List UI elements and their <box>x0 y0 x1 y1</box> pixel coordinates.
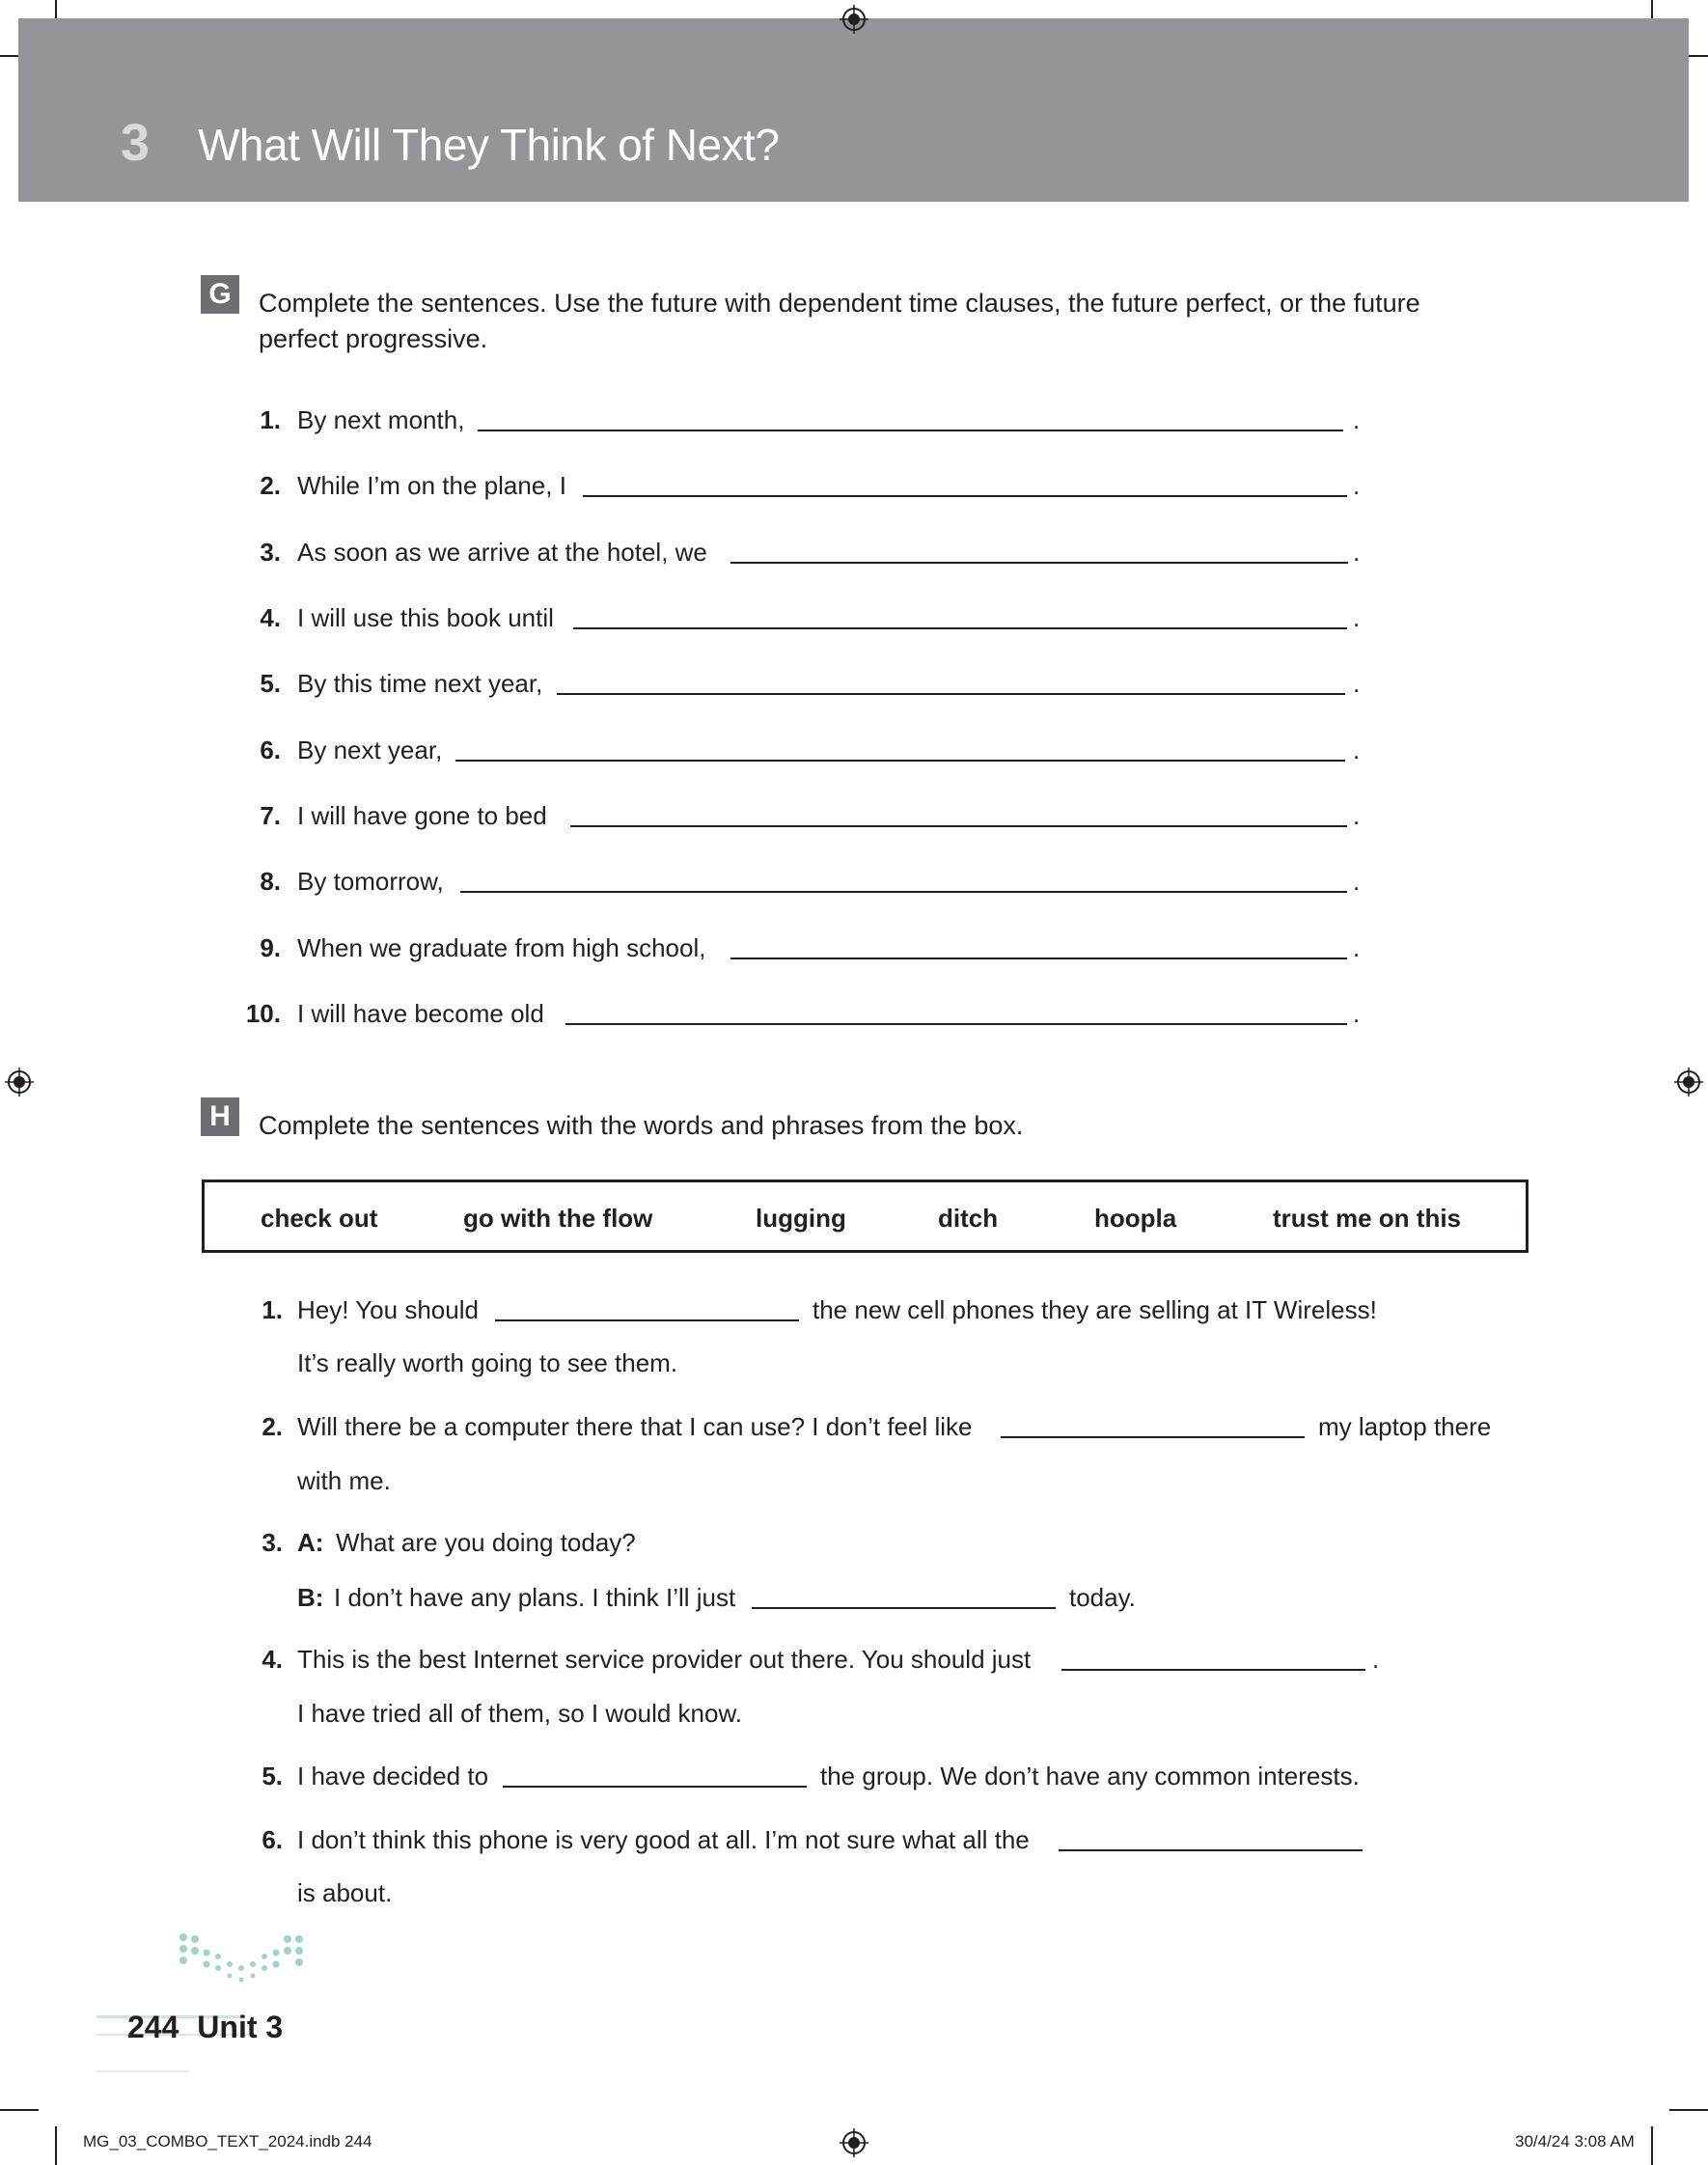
registration-mark-icon <box>1674 1068 1703 1096</box>
item-number: 5. <box>260 669 281 698</box>
item-end: . <box>1353 669 1361 698</box>
answer-blank[interactable] <box>478 430 1343 431</box>
file-slug: MG_03_COMBO_TEXT_2024.indb 244 <box>83 2132 372 2151</box>
item-number: 2. <box>260 471 281 500</box>
section-g-letter: G <box>201 275 239 314</box>
item-prompt: While I’m on the plane, I <box>297 471 566 500</box>
item-number: 1. <box>260 405 281 434</box>
registration-mark-icon <box>5 1068 34 1096</box>
answer-blank[interactable] <box>583 495 1347 497</box>
exercise-item <box>232 598 1370 637</box>
item-end: . <box>1353 867 1361 896</box>
item-end: . <box>1353 736 1361 764</box>
item-prompt: As soon as we arrive at the hotel, we <box>297 538 707 567</box>
item-text-before: I have decided to <box>297 1762 489 1790</box>
date-slug: 30/4/24 3:08 AM <box>1515 2132 1635 2151</box>
item-text-continued: is about. <box>297 1878 393 1907</box>
item-text-before: Hey! You should <box>297 1295 479 1324</box>
answer-blank[interactable] <box>495 1319 799 1321</box>
speaker-b-text-after: today. <box>1069 1583 1136 1612</box>
answer-blank[interactable] <box>730 958 1347 959</box>
answer-blank[interactable] <box>455 760 1345 762</box>
item-prompt: By tomorrow, <box>297 867 444 896</box>
item-prompt: I will have become old <box>297 999 544 1028</box>
item-text-before: Will there be a computer there that I can use? I don’t feel like <box>297 1412 973 1441</box>
item-end: . <box>1353 801 1361 830</box>
exercise-item <box>232 929 1370 967</box>
section-h-letter: H <box>201 1097 239 1136</box>
exercise-item <box>232 533 1370 571</box>
exercise-item <box>232 731 1370 769</box>
item-number: 9. <box>260 933 281 962</box>
item-end: . <box>1353 999 1361 1028</box>
word-option: trust me on this <box>1273 1204 1462 1233</box>
item-text-after: the group. We don’t have any common interests. <box>820 1762 1360 1790</box>
answer-blank[interactable] <box>752 1607 1056 1609</box>
exercise-item <box>232 664 1370 703</box>
item-number: 7. <box>260 801 281 830</box>
item-end: . <box>1353 471 1361 500</box>
exercise-item <box>232 466 1370 505</box>
unit-label: Unit 3 <box>197 2010 284 2044</box>
item-prompt: When we graduate from high school, <box>297 933 706 962</box>
speaker-b-text-before: I don’t have any plans. I think I’ll just <box>334 1583 736 1612</box>
word-option: lugging <box>756 1204 846 1233</box>
item-number: 10. <box>245 999 281 1028</box>
answer-blank[interactable] <box>565 1023 1347 1025</box>
word-option: ditch <box>938 1204 999 1233</box>
item-end: . <box>1353 933 1361 962</box>
word-box <box>202 1180 1529 1253</box>
item-number: 6. <box>262 1825 283 1854</box>
answer-blank[interactable] <box>460 891 1347 893</box>
header-band <box>18 18 1689 202</box>
crop-mark <box>0 2109 39 2111</box>
answer-blank[interactable] <box>730 562 1348 564</box>
registration-mark-icon <box>840 2128 868 2157</box>
crop-mark <box>1669 2109 1708 2111</box>
item-number: 6. <box>260 736 281 764</box>
speaker-b-label: B: <box>297 1583 324 1612</box>
word-option: go with the flow <box>463 1204 653 1233</box>
item-end: . <box>1353 405 1361 434</box>
answer-blank[interactable] <box>1001 1436 1305 1438</box>
item-number: 5. <box>262 1762 283 1790</box>
item-number: 1. <box>262 1295 283 1324</box>
item-text-before: I don’t think this phone is very good at all. I’m not sure what all the <box>297 1825 1030 1854</box>
answer-blank[interactable] <box>570 825 1347 827</box>
speaker-a-text: What are you doing today? <box>336 1528 636 1557</box>
item-prompt: I will have gone to bed <box>297 801 547 830</box>
item-prompt: By next year, <box>297 736 443 764</box>
section-g-instruction: Complete the sentences. Use the future with dependent time clauses, the future perfect, or the future perfect progressive. <box>259 289 1420 353</box>
word-option: hoopla <box>1094 1204 1177 1233</box>
item-text-after: . <box>1372 1645 1380 1674</box>
crop-mark <box>55 2126 57 2165</box>
section-h-instruction: Complete the sentences with the words and phrases from the box. <box>259 1111 1024 1140</box>
item-end: . <box>1353 538 1361 567</box>
exercise-item <box>232 401 1370 439</box>
item-text-before: This is the best Internet service provider out there. You should just <box>297 1645 1032 1674</box>
speaker-a-label: A: <box>297 1528 324 1557</box>
answer-blank[interactable] <box>1059 1849 1363 1851</box>
item-number: 3. <box>260 538 281 567</box>
exercise-item <box>232 796 1370 835</box>
registration-mark-icon <box>840 5 868 34</box>
unit-number: 3 <box>121 114 151 172</box>
item-prompt: I will use this book until <box>297 603 554 632</box>
item-number: 4. <box>262 1645 283 1674</box>
answer-blank[interactable] <box>557 693 1345 695</box>
answer-blank[interactable] <box>573 627 1347 629</box>
item-end: . <box>1353 603 1361 632</box>
item-text-after: my laptop there <box>1318 1412 1492 1441</box>
answer-blank[interactable] <box>503 1786 807 1788</box>
item-text-continued: It’s really worth going to see them. <box>297 1348 678 1377</box>
item-number: 4. <box>260 603 281 632</box>
page-number: 244 <box>127 2010 179 2044</box>
item-number: 2. <box>262 1412 283 1441</box>
answer-blank[interactable] <box>1061 1669 1365 1671</box>
item-number: 3. <box>262 1528 283 1557</box>
page-title: What Will They Think of Next? <box>198 120 780 170</box>
page-footer <box>127 2008 283 2046</box>
exercise-item <box>232 994 1370 1033</box>
item-prompt: By next month, <box>297 405 465 434</box>
item-text-continued: with me. <box>297 1466 391 1495</box>
exercise-item <box>232 862 1370 901</box>
item-text-continued: I have tried all of them, so I would know. <box>297 1699 743 1728</box>
item-number: 8. <box>260 867 281 896</box>
crop-mark <box>1651 2126 1653 2165</box>
word-option: check out <box>261 1204 378 1233</box>
item-prompt: By this time next year, <box>297 669 543 698</box>
item-text-after: the new cell phones they are selling at IT Wireless! <box>813 1295 1377 1324</box>
